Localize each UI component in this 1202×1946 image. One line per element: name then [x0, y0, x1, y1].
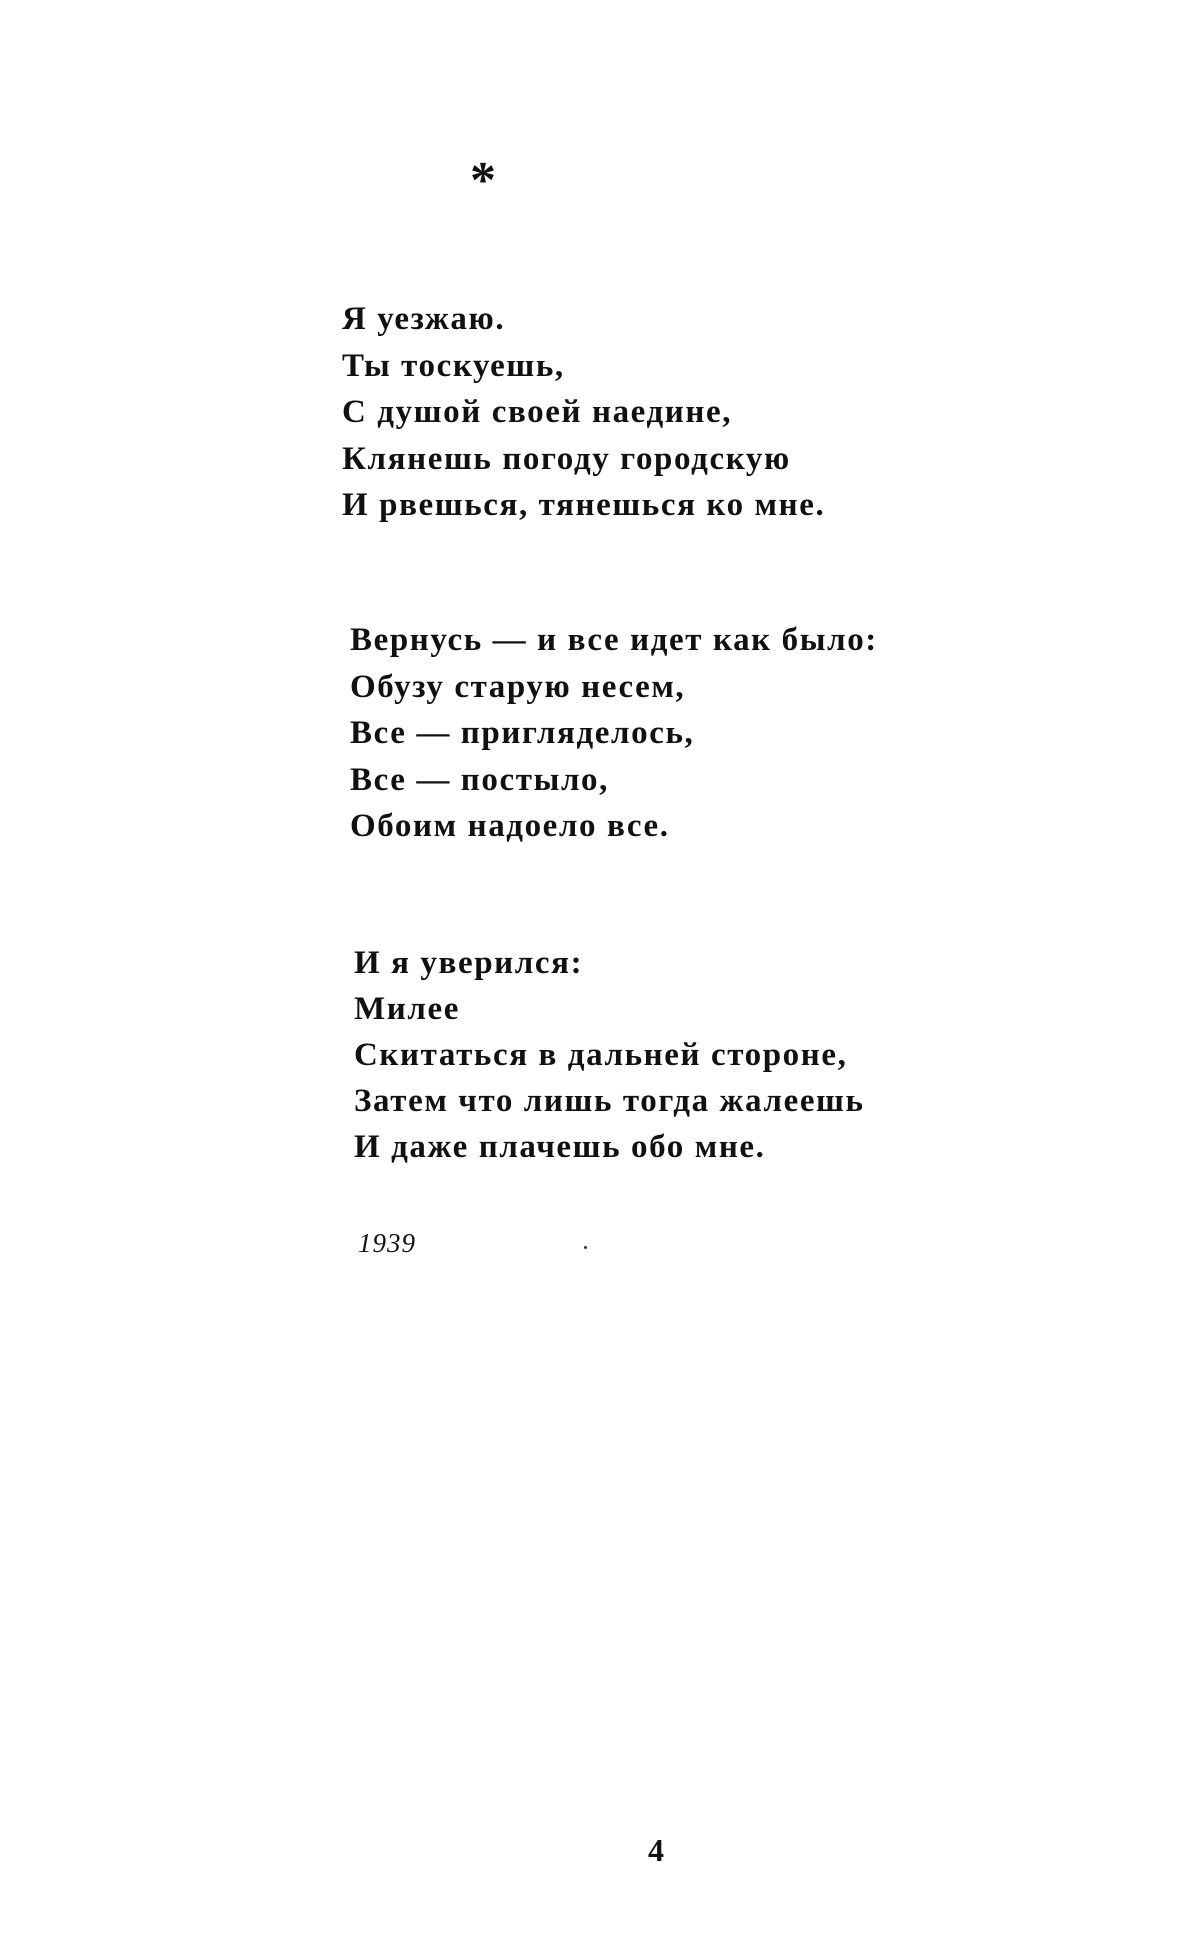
- poem-line: Ты тоскуешь,: [342, 347, 565, 384]
- poem-line: И рвешься, тянешься ко мне.: [342, 487, 826, 523]
- poem-line: С душой своей наедине,: [342, 394, 733, 430]
- print-speck: [584, 1246, 587, 1249]
- poem-line: Милее: [354, 991, 460, 1027]
- poem-line: Обузу старую несем,: [350, 668, 686, 705]
- poem-line: И даже плачешь обо мне.: [354, 1129, 766, 1165]
- page-number: 4: [648, 1832, 664, 1868]
- poem-line: Я уезжаю.: [342, 301, 506, 337]
- poem-line: Скитаться в дальней стороне,: [354, 1037, 848, 1073]
- poem-line: Обоим надоело все.: [350, 808, 670, 844]
- poem-line: И я уверился:: [354, 945, 584, 981]
- poem-line: Все — пригляделось,: [350, 715, 695, 751]
- poem-line: Вернусь — и все идет как было:: [350, 622, 878, 658]
- poem-date: 1939: [358, 1228, 416, 1258]
- poem-line: Затем что лишь тогда жалеешь: [354, 1083, 865, 1119]
- stanza-1: [342, 296, 825, 529]
- stanza-3: [354, 940, 865, 1170]
- poem-line: Все — постыло,: [350, 761, 610, 798]
- stanza-2: [350, 617, 878, 850]
- section-ornament: *: [470, 152, 496, 209]
- poem-line: Клянешь погоду городскую: [342, 440, 791, 477]
